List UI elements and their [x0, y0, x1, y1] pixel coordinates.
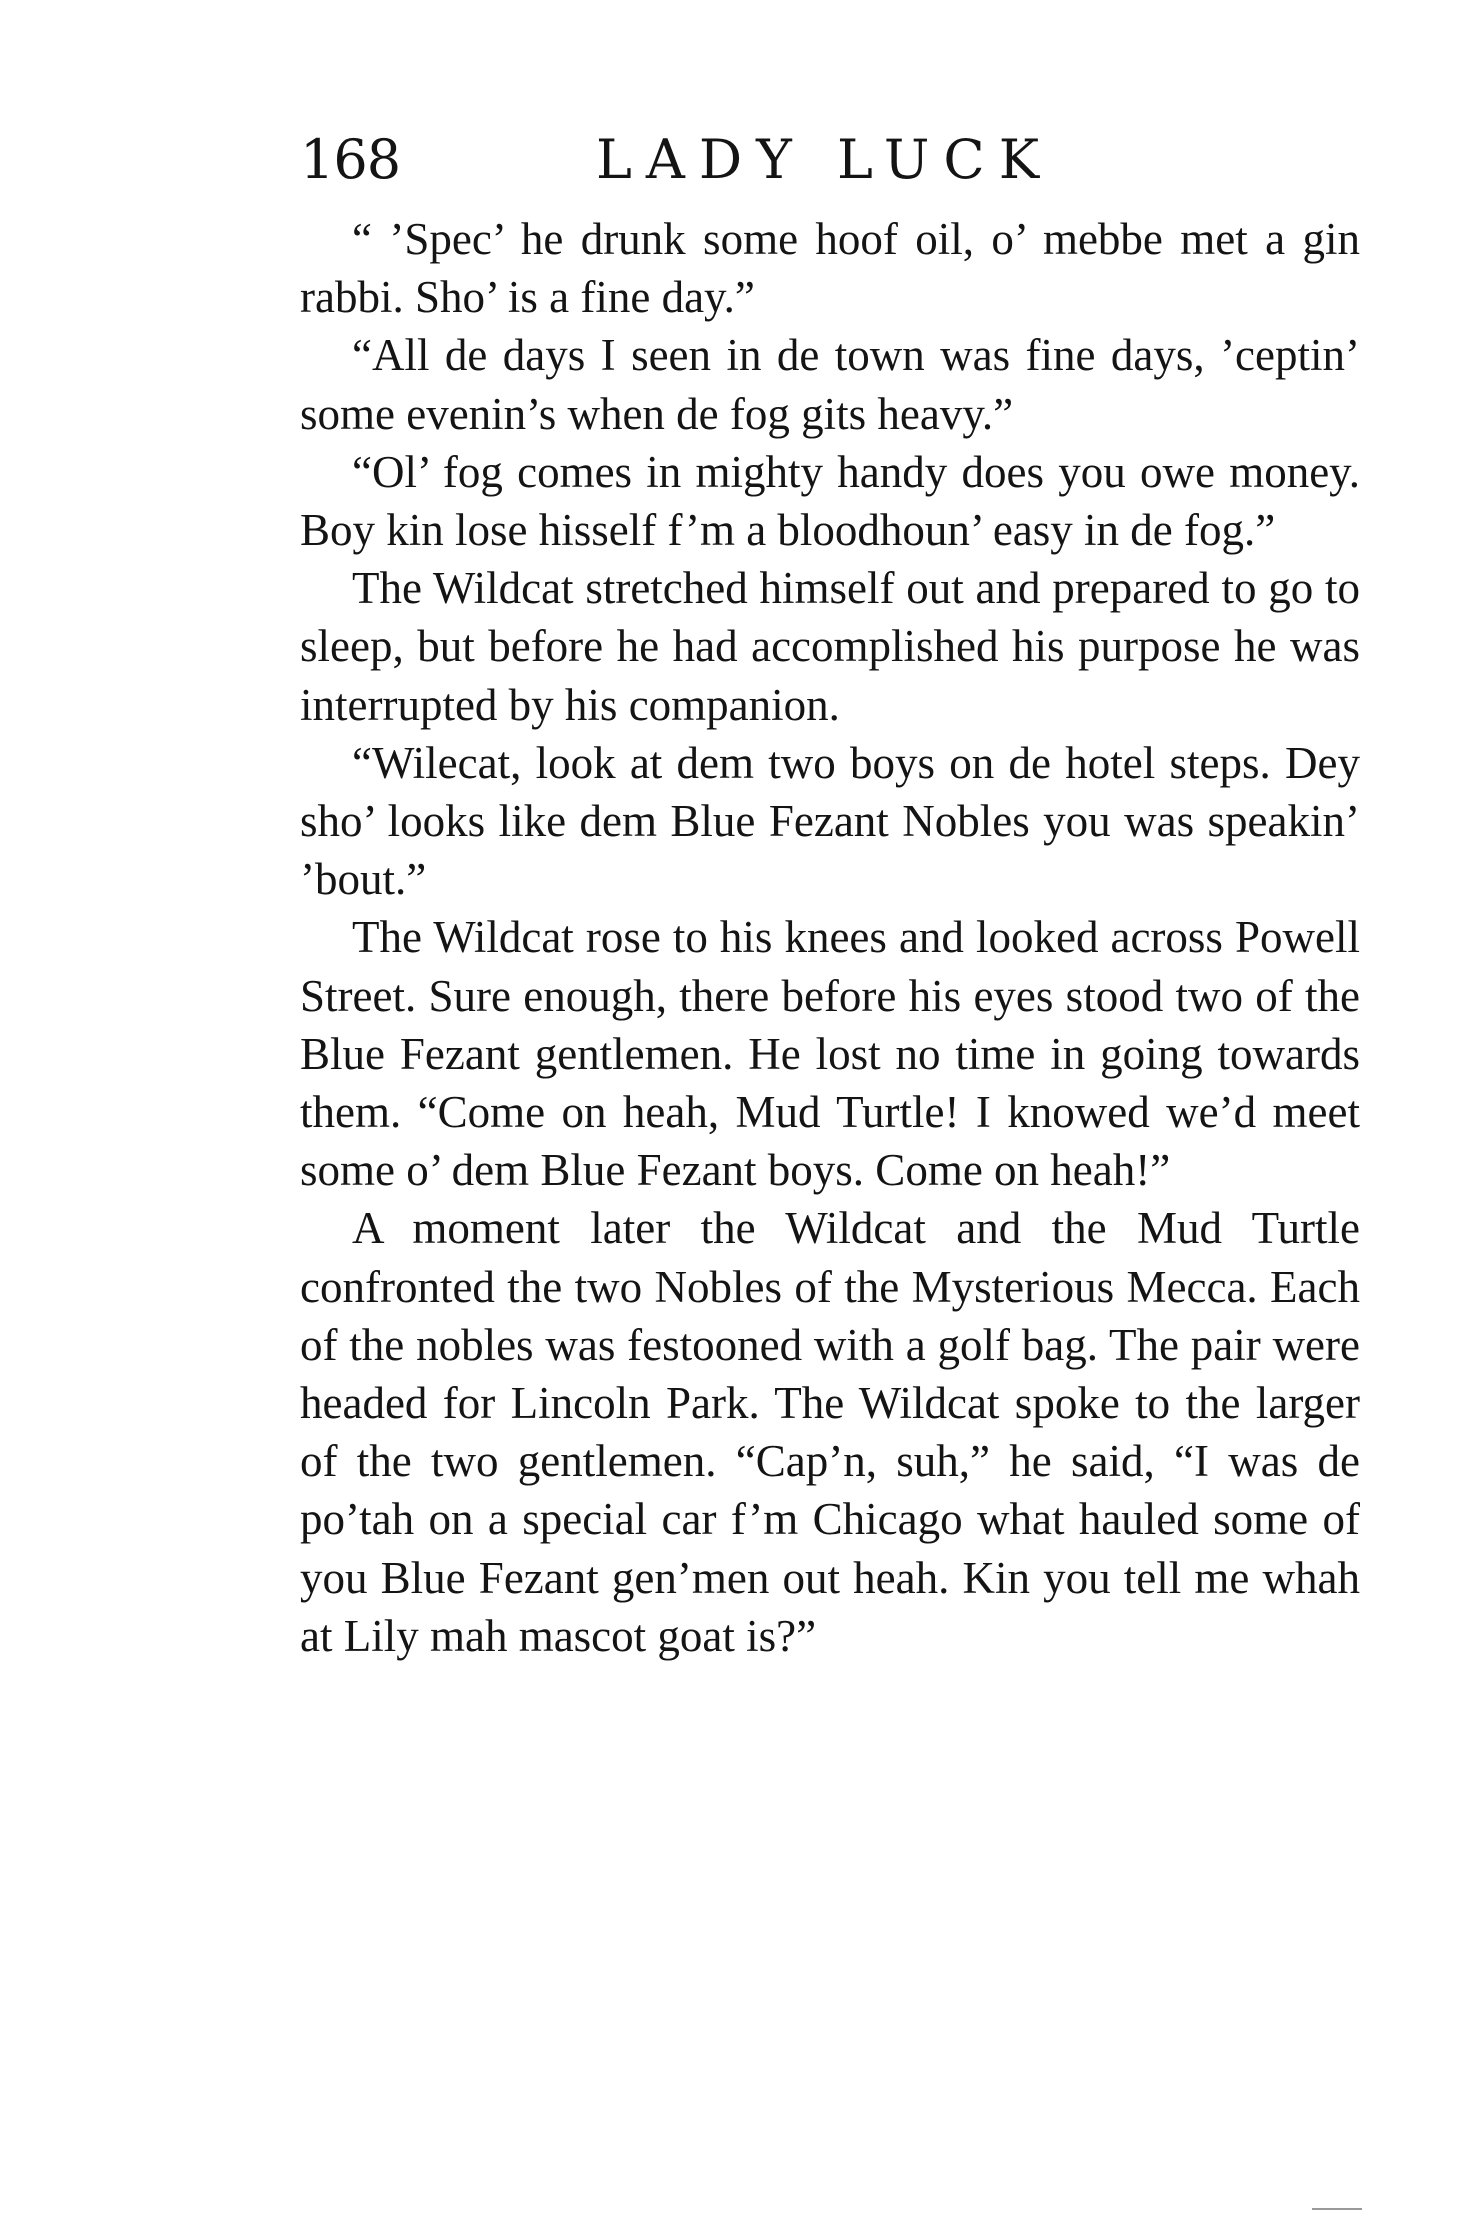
paragraph: “All de days I seen in de town was fine days, ’ceptin’ some evenin’s when de fog gits heavy.”: [300, 330, 1360, 439]
footer-rule: [1312, 2208, 1362, 2210]
paragraph: “ ’Spec’ he drunk some hoof oil, o’ mebbe met a gin rabbi. Sho’ is a fine day.”: [300, 214, 1360, 323]
paragraph: A moment later the Wildcat and the Mud Turtle confronted the two Nobles of the Mysterious Mecca. Each of the nobles was festooned with a golf bag. The pair were headed for Lincoln Park. The Wildcat spoke to the larger of the two gentlemen. “Cap’n, suh,” he said, “I was de po’tah on a special car f’m Chicago what hauled some of you Blue Fezant gen’men out heah. Kin you tell me whah at Lily mah mascot goat is?”: [300, 1203, 1360, 1661]
paragraph: The Wildcat rose to his knees and looked across Powell Street. Sure enough, there before his eyes stood two of the Blue Fezant gentlemen. He lost no time in going towards them. “Come on heah, Mud Turtle! I knowed we’d meet some o’ dem Blue Fezant boys. Come on heah!”: [300, 912, 1360, 1196]
page-header: [300, 128, 1360, 208]
paragraph: The Wildcat stretched himself out and prepared to go to sleep, but before he had accomplished his purpose he was interrupted by his companion.: [300, 563, 1360, 730]
paragraph: “Wilecat, look at dem two boys on de hotel steps. Dey sho’ looks like dem Blue Fezant Nobles you was speakin’ ’bout.”: [300, 737, 1360, 905]
body-text: [300, 210, 1360, 1665]
paragraph: “Ol’ fog comes in mighty handy does you owe money. Boy kin lose hisself f’m a bloodhoun’ easy in de fog.”: [300, 446, 1360, 556]
page-number: 168: [300, 128, 401, 191]
running-title: LADY LUCK: [596, 128, 1054, 191]
